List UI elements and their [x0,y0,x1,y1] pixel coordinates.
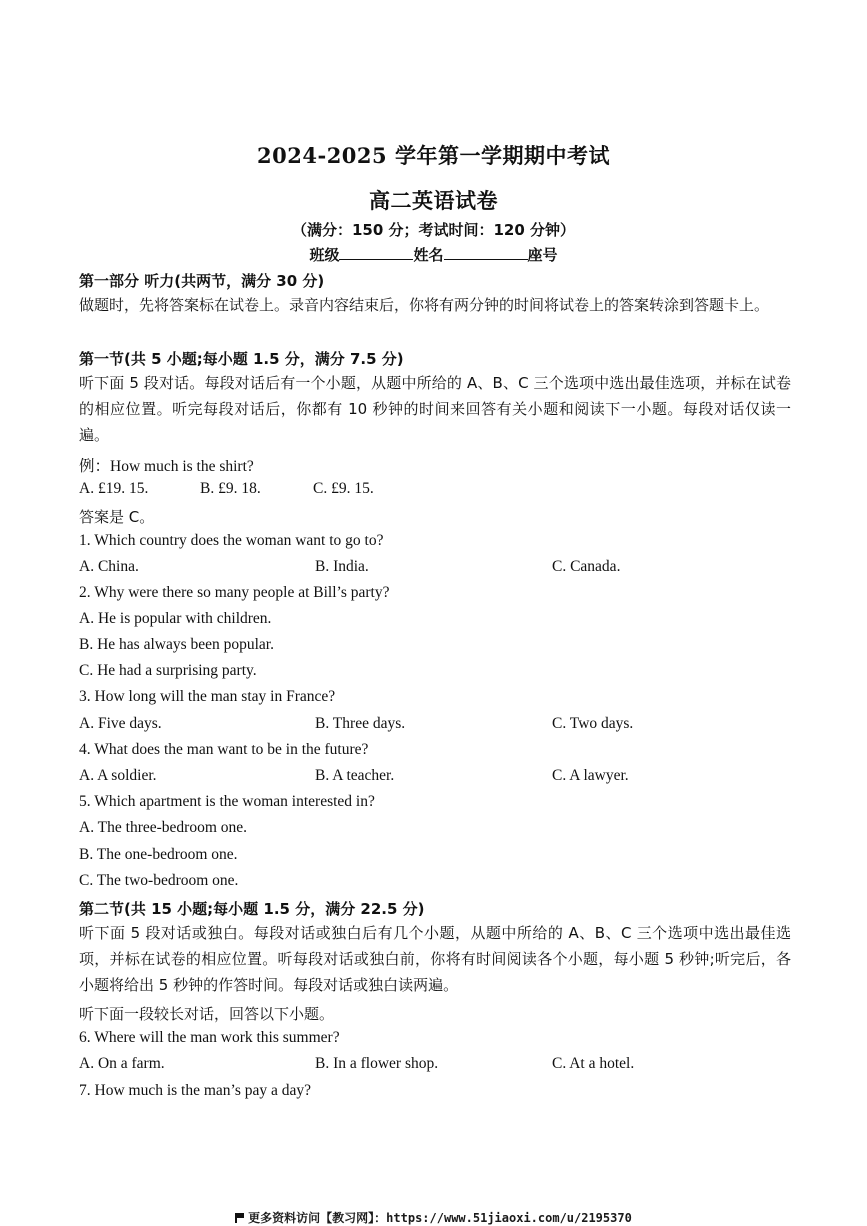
section2-instructions: 听下面 5 段对话或独白。每段对话或独白后有几个小题，从题中所给的 A、B、C 三个选项中选出最佳选项，并标在试卷的相应位置。听每段对话或独白前，你将有时间阅读各个小题，每小题 5 秒钟;听完后，各小题将给出 5 秒钟的作答时间。每段对话或独白读两遍。 [79,924,791,994]
exam-meta: （满分：150 分；考试时间：120 分钟） [291,221,576,239]
q3-option-c: C. Two days. [552,715,634,732]
section2-heading: 第二节(共 15 小题;每小题 1.5 分，满分 22.5 分) [79,900,425,918]
name-blank[interactable] [444,243,528,260]
q1-option-c: C. Canada. [552,558,621,575]
q3-option-a: A. Five days. [79,715,162,732]
q3-option-b: B. Three days. [315,715,406,732]
example-option-c: C. £9. 15. [313,480,374,497]
q6-option-b: B. In a flower shop. [315,1055,439,1072]
q6-option-c: C. At a hotel. [552,1055,635,1072]
part1-instructions: 做题时，先将答案标在试卷上。录音内容结束后，你将有两分钟的时间将试卷上的答案转涂到答题卡上。 [79,296,770,314]
q1-option-b: B. India. [315,558,369,575]
section1-heading: 第一节(共 5 小题;每小题 1.5 分，满分 7.5 分) [79,350,404,368]
q6-option-a: A. On a farm. [79,1055,165,1072]
q4-option-b: B. A teacher. [315,767,395,784]
class-blank[interactable] [339,243,413,260]
question-1: 1. Which country does the woman want to go to? [79,532,384,549]
q2-option-b: B. He has always been popular. [79,636,274,653]
section2-sub-instructions: 听下面一段较长对话，回答以下小题。 [79,1005,335,1023]
example-question: 例：How much is the shirt? [79,458,254,475]
name-label: 姓名 [413,246,444,264]
section1-instructions: 听下面 5 段对话。每段对话后有一个小题，从题中所给的 A、B、C 三个选项中选出最佳选项，并标在试卷的相应位置。听完每段对话后，你都有 10 秒钟的时间来回答有关小题和阅读下一小题。每段对话仅读一遍。 [79,374,791,444]
question-7: 7. How much is the man’s pay a day? [79,1082,312,1099]
question-4: 4. What does the man want to be in the future? [79,741,369,758]
q5-option-b: B. The one-bedroom one. [79,846,238,863]
question-6: 6. Where will the man work this summer? [79,1029,340,1046]
example-answer: 答案是 C。 [79,508,155,526]
part1-heading: 第一部分 听力(共两节，满分 30 分) [79,272,325,290]
class-label: 班级 [309,246,340,264]
question-5: 5. Which apartment is the woman interested in? [79,793,375,810]
q4-option-c: C. A lawyer. [552,767,629,784]
q5-option-a: A. The three-bedroom one. [79,819,248,836]
exam-title: 2024-2025 学年第一学期期中考试 [257,143,610,168]
q2-option-a: A. He is popular with children. [79,610,272,627]
q4-option-a: A. A soldier. [79,767,157,784]
student-fields [0,243,867,265]
exam-subtitle: 高二英语试卷 [369,188,498,213]
q5-option-c: C. The two-bedroom one. [79,872,239,889]
question-3: 3. How long will the man stay in France? [79,688,336,705]
q2-option-c: C. He had a surprising party. [79,662,257,679]
flag-icon [235,1213,244,1223]
seat-label: 座号 [527,246,558,264]
example-option-a: A. £19. 15. [79,480,149,497]
example-option-b: B. £9. 18. [200,480,261,497]
footer [0,1209,867,1226]
q1-option-a: A. China. [79,558,139,575]
footer-link[interactable]: 更多资料访问【教习网】：https://www.51jiaoxi.com/u/2195370 [248,1211,632,1225]
question-2: 2. Why were there so many people at Bill’s party? [79,584,390,601]
